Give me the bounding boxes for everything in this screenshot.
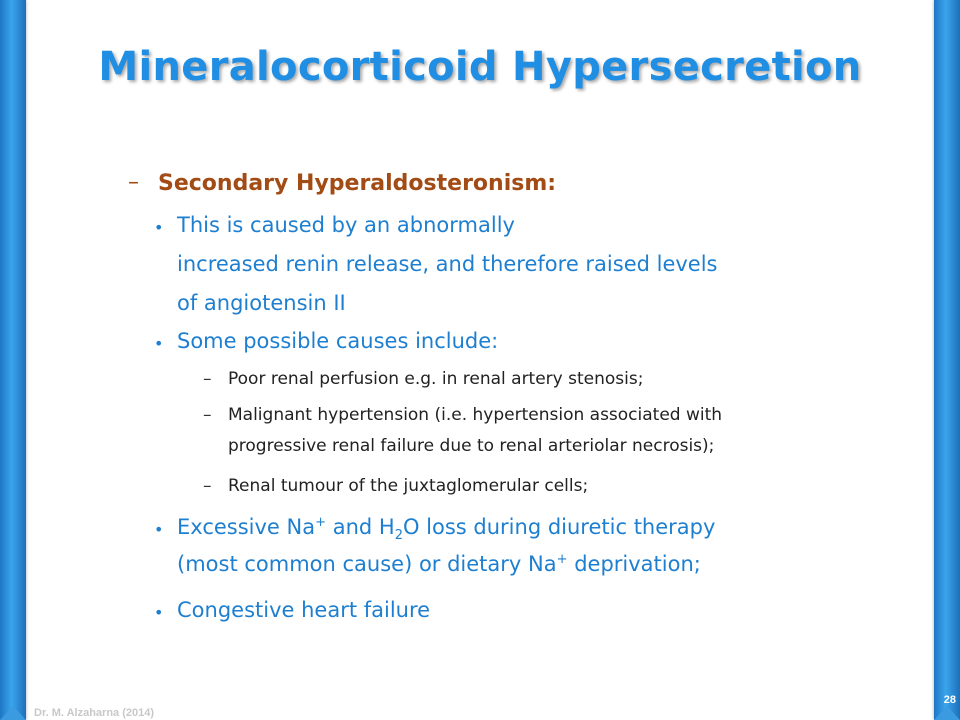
bullet-dot: • <box>154 603 164 622</box>
bullet-dot: • <box>154 520 164 539</box>
bullet-congestive-heart-failure: Congestive heart failure <box>177 598 431 622</box>
subitem-dash: – <box>203 405 212 425</box>
page-number: 28 <box>943 694 956 706</box>
subitem-malignant-hypertension-line-1: Malignant hypertension (i.e. hypertension associated with <box>228 405 723 425</box>
text-fragment: (most common cause) or dietary Na <box>177 552 557 576</box>
subitem-dash: – <box>203 369 212 389</box>
subitem-renal-tumour: Renal tumour of the juxtaglomerular cells; <box>228 476 589 496</box>
text-fragment: deprivation; <box>567 552 701 576</box>
bullet-cause-line-3: of angiotensin II <box>177 291 346 315</box>
bullet-dot: • <box>154 334 164 353</box>
superscript: + <box>556 552 568 567</box>
bullet-causes-intro: Some possible causes include: <box>177 329 499 353</box>
footer-author: Dr. M. Alzaharna (2014) <box>34 707 155 719</box>
subitem-renal-perfusion: Poor renal perfusion e.g. in renal artery stenosis; <box>228 369 644 389</box>
heading-dash: – <box>128 170 139 195</box>
bullet-excessive-loss-line-1 <box>177 515 716 544</box>
bullet-excessive-loss-line-2 <box>177 552 701 576</box>
subitem-dash: – <box>203 476 212 496</box>
subscript: 2 <box>394 528 403 544</box>
section-heading: Secondary Hyperaldosteronism: <box>158 171 557 196</box>
text-fragment: O loss during diuretic therapy <box>402 515 716 539</box>
bullet-cause-line-2: increased renin release, and therefore raised levels <box>177 252 718 276</box>
superscript: + <box>315 515 327 530</box>
text-fragment: and H <box>326 515 395 539</box>
text-fragment: Excessive Na <box>177 515 316 539</box>
slide-title: Mineralocorticoid Hypersecretion <box>98 44 862 90</box>
bullet-dot: • <box>154 218 164 237</box>
subitem-malignant-hypertension-line-2: progressive renal failure due to renal arteriolar necrosis); <box>228 436 715 456</box>
bullet-cause-line-1: This is caused by an abnormally <box>177 213 515 237</box>
